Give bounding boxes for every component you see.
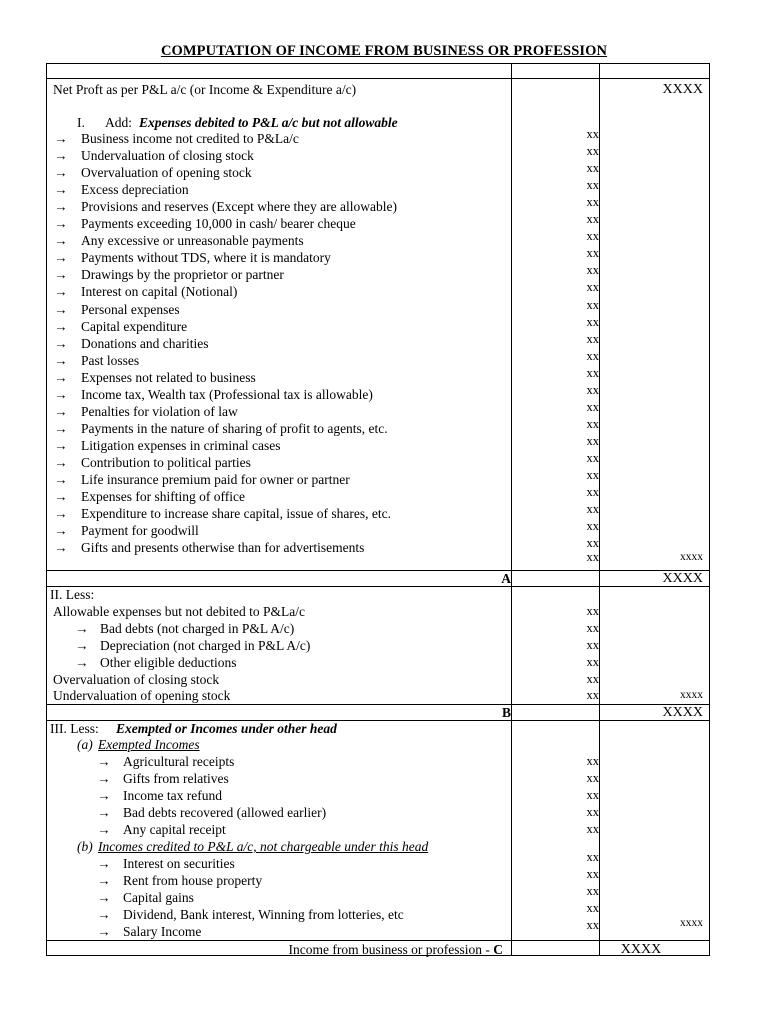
sub-a-marker: (a): [77, 737, 93, 752]
section-2-sub-item-label: Depreciation (not charged in P&L A/c): [100, 638, 311, 653]
subtotal-b-row: [47, 704, 709, 721]
arrow-icon: →: [97, 890, 111, 905]
arrow-icon: →: [54, 472, 68, 487]
section-2-sub-item: [47, 637, 709, 654]
section-3-b-item-label: Interest on securities: [123, 856, 235, 871]
section-1-item-amount: xx: [586, 161, 599, 176]
section-1-item-label: Payments in the nature of sharing of profit to agents, etc.: [81, 420, 388, 436]
section-1-item-amount: xx: [586, 331, 599, 346]
section-3-b-item-amount: xx: [586, 867, 599, 881]
subtotal-b-amount: XXXX: [662, 705, 703, 720]
arrow-icon: →: [75, 638, 89, 653]
section-1-item-amount: xx: [586, 450, 599, 465]
section-2-line-5-amount: xx: [586, 672, 599, 686]
section-1-item: [47, 280, 709, 300]
section-1-item-label: Overvaluation of opening stock: [81, 165, 252, 181]
header-rule: [47, 78, 709, 79]
section-1-item: [47, 331, 709, 352]
section-1-item: [47, 246, 709, 266]
section-2-sub-item-label: Bad debts (not charged in P&L A/c): [100, 621, 295, 636]
arrow-icon: →: [54, 148, 68, 164]
section-3-b-item-label: Salary Income: [123, 924, 202, 939]
section-1-item-label: Gifts and presents otherwise than for advertisements: [81, 540, 365, 556]
section-3-heading-row: [47, 720, 709, 737]
section-2-sub-item-amount: xx: [586, 621, 599, 635]
arrow-icon: →: [54, 523, 68, 539]
section-1-item: [47, 365, 709, 386]
section-1-item: [47, 433, 709, 454]
section-1-item-amount: xx: [586, 433, 599, 448]
section-2-line-6-label: Undervaluation of opening stock: [53, 688, 231, 703]
section-3-b-item-amount: xx: [586, 884, 599, 898]
arrow-icon: →: [54, 131, 68, 146]
section-2-sub-item-amount: xx: [586, 655, 599, 669]
section-3-title: Exempted or Incomes under other head: [116, 721, 337, 736]
section-1-item: [47, 263, 709, 283]
section-1-item-amount: xx: [586, 314, 599, 329]
section-2-sub-item: [47, 654, 709, 671]
section-3-b-item-amount: xx: [586, 918, 599, 932]
section-1-item-amount: xx: [586, 144, 599, 159]
arrow-icon: →: [54, 437, 68, 453]
section-2-total: xxxx: [680, 689, 703, 701]
arrow-icon: →: [54, 335, 68, 351]
section-3-b-item-amount: xx: [586, 850, 599, 864]
section-1-item-label: Litigation expenses in criminal cases: [81, 437, 281, 453]
section-2-line-1-label: Allowable expenses but not debited to P&La/c: [53, 604, 305, 619]
section-3-b-item: [47, 850, 709, 872]
section-3-b-item: [47, 884, 709, 906]
section-1-item-amount: xx: [586, 365, 599, 380]
net-profit-row: [47, 81, 709, 98]
section-1-item-label: Payment for goodwill: [81, 523, 199, 539]
section-1-item-amount: xx: [586, 536, 599, 551]
final-letter: C: [493, 942, 503, 957]
section-3-a-item-amount: xx: [586, 788, 599, 802]
section-2-heading-row: [47, 586, 709, 603]
section-1-item-label: Capital expenditure: [81, 318, 188, 334]
page-title: COMPUTATION OF INCOME FROM BUSINESS OR PROFESSION: [160, 43, 608, 59]
section-1-item: [47, 468, 709, 488]
arrow-icon: →: [97, 924, 111, 939]
section-1-item: [47, 502, 709, 522]
section-1-item-amount: xx: [586, 519, 599, 534]
section-2-line-6-amount: xx: [586, 688, 599, 702]
section-2-line-1-amount: xx: [586, 604, 599, 618]
sub-b-marker: (b): [77, 839, 93, 854]
section-2-line-5: [47, 671, 709, 688]
section-3-b-item-amount: xx: [586, 901, 599, 915]
section-1-item-amount: xx: [586, 127, 599, 141]
section-1-item-label: Excess depreciation: [81, 182, 189, 198]
subtotal-a-label: A: [501, 571, 511, 586]
arrow-icon: →: [54, 301, 68, 317]
arrow-icon: →: [97, 822, 111, 837]
arrow-icon: →: [97, 907, 111, 922]
section-1-item: [47, 161, 709, 181]
section-2-sub-item: [47, 620, 709, 637]
section-1-item-amount: xx: [586, 468, 599, 482]
arrow-icon: →: [54, 233, 68, 249]
arrow-icon: →: [54, 369, 68, 385]
section-3-sub-b: [47, 838, 709, 855]
arrow-icon: →: [54, 386, 68, 402]
section-1-item: [47, 144, 709, 164]
section-1-item: [47, 485, 709, 505]
section-1-item-amount: xx: [586, 382, 599, 397]
section-1-item-label: Interest on capital (Notional): [81, 284, 238, 300]
arrow-icon: →: [54, 420, 68, 436]
section-1-item-amount: xx: [586, 485, 599, 500]
section-3-a-item-amount: xx: [586, 754, 599, 768]
section-3-a-item-label: Income tax refund: [123, 788, 222, 803]
final-label: Income from business or profession -: [288, 942, 494, 957]
section-1-item-label: Donations and charities: [81, 335, 209, 351]
section-1-item: [47, 450, 709, 471]
section-3-a-item-label: Any capital receipt: [123, 822, 226, 837]
section-1-item-label: Past losses: [81, 352, 140, 368]
section-1-item-label: Any excessive or unreasonable payments: [81, 233, 304, 249]
section-1-item: [47, 127, 709, 147]
arrow-icon: →: [54, 267, 68, 283]
section-2-heading: II. Less:: [50, 587, 95, 602]
section-3-a-item-label: Bad debts recovered (allowed earlier): [123, 805, 327, 820]
section-3-total-row: [47, 915, 709, 932]
arrow-icon: →: [54, 165, 68, 181]
section-1-item: [47, 229, 709, 249]
section-1-item: [47, 212, 709, 232]
section-3-a-item: [47, 787, 709, 804]
section-1-item-amount: xx: [586, 246, 599, 261]
section-3-b-item-label: Rent from house property: [123, 873, 263, 888]
section-2-line-6: [47, 687, 709, 704]
arrow-icon: →: [75, 655, 89, 670]
section-1-last-row: [47, 549, 709, 566]
section-2-sub-item-amount: xx: [586, 638, 599, 652]
section-1-item-label: Expenses not related to business: [81, 369, 256, 385]
arrow-icon: →: [75, 621, 89, 636]
section-1-item-label: Expenses for shifting of office: [81, 489, 245, 505]
section-1-item-label: Payments without TDS, where it is mandatory: [81, 250, 331, 266]
arrow-icon: →: [97, 788, 111, 803]
section-2-sub-item-label: Other eligible deductions: [100, 655, 237, 670]
arrow-icon: →: [54, 506, 68, 522]
section-1-item: [47, 519, 709, 539]
section-1-item-amount: xx: [586, 195, 599, 210]
section-3-a-item: [47, 770, 709, 787]
sub-a-title: Exempted Incomes: [98, 737, 200, 752]
arrow-icon: →: [54, 199, 68, 215]
section-2-line-5-label: Overvaluation of closing stock: [53, 672, 220, 687]
arrow-icon: →: [54, 454, 68, 470]
section-1-item-amount: xx: [586, 348, 599, 363]
net-profit-label: Net Proft as per P&L a/c (or Income & Expenditure a/c): [53, 82, 357, 97]
section-1-heading: [47, 114, 709, 131]
sub-b-title: Incomes credited to P&L a/c, not chargeable under this head: [98, 839, 429, 854]
section-3-a-item-amount: xx: [586, 822, 599, 836]
section-1-item-label: Business income not credited to P&La/c: [81, 131, 299, 146]
section-1-item: [47, 416, 709, 437]
section-1-numeral: I.: [77, 115, 85, 130]
arrow-icon: →: [54, 284, 68, 300]
arrow-icon: →: [54, 489, 68, 505]
section-1-item-label: Income tax, Wealth tax (Professional tax is allowable): [81, 386, 373, 402]
section-1-item-amount: xx: [586, 280, 599, 295]
net-profit-amount: XXXX: [662, 82, 703, 97]
section-3-a-item: [47, 753, 709, 770]
section-3-a-item-label: Agricultural receipts: [123, 754, 235, 769]
final-amount: XXXX: [620, 942, 662, 957]
section-1-item-amount: xx: [586, 229, 599, 244]
arrow-icon: →: [54, 318, 68, 334]
section-1-item-amount: xx: [586, 416, 599, 431]
arrow-icon: →: [54, 352, 68, 368]
section-1-item-label: Drawings by the proprietor or partner: [81, 267, 284, 283]
arrow-icon: →: [54, 403, 68, 419]
arrow-icon: →: [54, 182, 68, 198]
section-1-item: [47, 399, 709, 420]
section-3-sub-a: [47, 736, 709, 753]
section-1-item-amount: xx: [586, 502, 599, 517]
section-3-prefix: III. Less:: [50, 721, 99, 736]
section-1-add: Add:: [105, 115, 132, 130]
arrow-icon: →: [97, 754, 111, 769]
section-1-item-label: Undervaluation of closing stock: [81, 148, 254, 164]
section-3-b-item-label: Capital gains: [123, 890, 194, 905]
section-3-a-item-label: Gifts from relatives: [123, 771, 229, 786]
section-3-total: xxxx: [680, 917, 703, 929]
arrow-icon: →: [54, 250, 68, 266]
section-1-item-amount: xx: [586, 178, 599, 193]
section-1-total: xxxx: [680, 551, 703, 563]
section-3-a-item: [47, 804, 709, 821]
section-3-b-item: [47, 867, 709, 889]
section-1-title: Expenses debited to P&L a/c but not allowable: [139, 115, 398, 130]
final-amount-row: [47, 941, 709, 958]
section-1-item: [47, 178, 709, 198]
arrow-icon: →: [97, 771, 111, 786]
section-2-line-1: [47, 603, 709, 620]
subtotal-a-amount: XXXX: [662, 571, 703, 586]
arrow-icon: →: [54, 216, 68, 232]
section-3-a-item-amount: xx: [586, 805, 599, 819]
subtotal-a-row: [47, 570, 709, 587]
section-3-a-item-amount: xx: [586, 771, 599, 785]
section-1-item: [47, 348, 709, 369]
section-1-item-label: Life insurance premium paid for owner or partner: [81, 472, 350, 487]
section-1-item: [47, 297, 709, 318]
subtotal-b-label: B: [501, 705, 511, 720]
arrow-icon: →: [54, 540, 68, 556]
computation-table: [46, 63, 710, 956]
section-1-item-label: Expenditure to increase share capital, issue of shares, etc.: [81, 506, 391, 522]
section-1-item-label: Provisions and reserves (Except where they are allowable): [81, 199, 398, 215]
section-1-item-amount: xx: [586, 212, 599, 227]
section-3-b-item-label: Dividend, Bank interest, Winning from lotteries, etc: [123, 907, 404, 922]
section-1-item: [47, 195, 709, 215]
section-1-item-amount: xx: [586, 399, 599, 414]
section-1-item-label: Contribution to political parties: [81, 454, 251, 470]
section-1-item-label: Personal expenses: [81, 301, 180, 317]
section-1-item: [47, 314, 709, 335]
section-1-item-amount: xx: [586, 263, 599, 278]
section-1-item-amount: xx: [586, 297, 599, 312]
arrow-icon: →: [97, 805, 111, 820]
arrow-icon: →: [97, 873, 111, 888]
section-1-item: [47, 382, 709, 403]
section-1-item-label: Payments exceeding 10,000 in cash/ bearer cheque: [81, 216, 356, 232]
section-1-item-label: Penalties for violation of law: [81, 403, 238, 419]
section-1-extra-amount: xx: [586, 550, 599, 564]
arrow-icon: →: [97, 856, 111, 871]
section-3-a-item: [47, 821, 709, 838]
